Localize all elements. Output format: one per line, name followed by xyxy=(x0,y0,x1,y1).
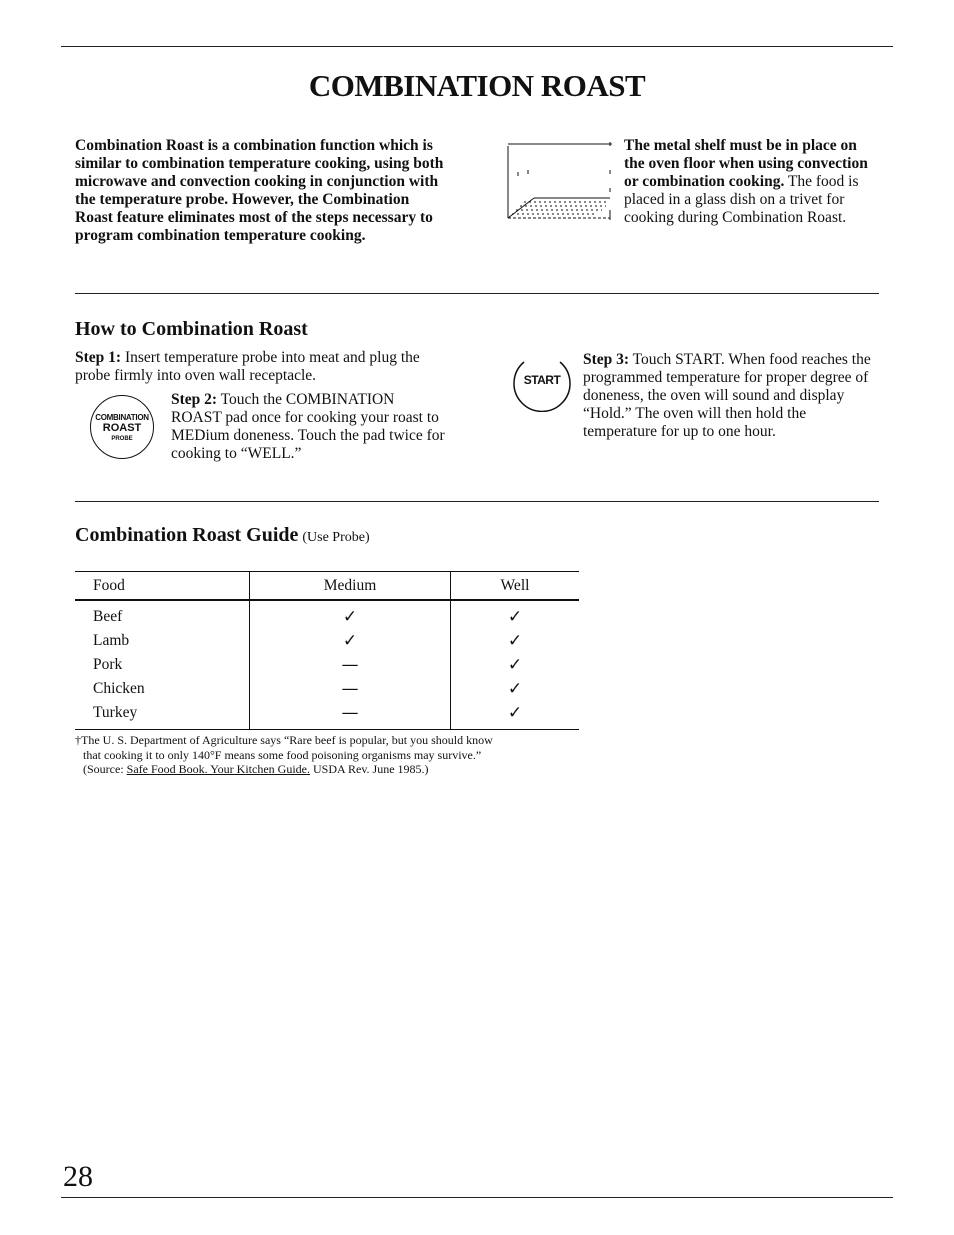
pad-label-combination: COMBINATION xyxy=(95,413,149,422)
guide-title: Combination Roast Guide xyxy=(75,524,299,546)
cell-food: Beef xyxy=(93,608,123,625)
footnote-source-prefix: (Source: xyxy=(83,762,127,776)
footnote-line-3 xyxy=(75,762,595,777)
start-pad-label: START xyxy=(523,373,561,387)
usda-footnote xyxy=(75,733,595,777)
oven-shelf-illustration xyxy=(506,140,616,224)
pad-label-probe: PROBE xyxy=(111,436,133,442)
shelf-note-text: The food is placed in a glass dish on a trivet for cooking during Combination Roast. xyxy=(624,173,859,226)
bottom-rule xyxy=(61,1197,893,1198)
cell-food: Pork xyxy=(93,656,123,673)
how-to-heading: How to Combination Roast xyxy=(75,318,308,340)
step-3-text: Touch START. When food reaches the programmed temperature for proper degree of doneness, the oven will sound and display “Hold.” The oven will then hold the temperature for up to one hour. xyxy=(583,351,871,440)
step-3-label: Step 3: xyxy=(583,351,630,368)
cell-well: ✓ xyxy=(451,677,580,701)
table-row xyxy=(75,600,579,629)
footnote-source-suffix: USDA Rev. June 1985.) xyxy=(309,762,429,776)
section-divider-2 xyxy=(75,501,879,502)
table-row xyxy=(75,629,579,653)
combination-roast-pad-icon xyxy=(90,395,154,459)
section-divider-1 xyxy=(75,293,879,294)
pad-label-roast: ROAST xyxy=(102,422,142,434)
cell-medium: ✓ xyxy=(250,600,451,629)
start-pad-icon xyxy=(512,352,572,412)
footnote-line-1: †The U. S. Department of Agriculture says “Rare beef is popular, but you should know xyxy=(75,733,493,747)
step-3 xyxy=(583,351,883,441)
cell-food: Turkey xyxy=(75,701,250,730)
table-row xyxy=(75,701,579,730)
column-header-food: Food xyxy=(75,572,250,601)
cell-food: Chicken xyxy=(93,680,145,697)
step-1-label: Step 1: xyxy=(75,349,122,366)
step-2 xyxy=(171,391,445,463)
page-title: COMBINATION ROAST xyxy=(308,68,646,103)
guide-heading xyxy=(75,524,370,547)
step-1 xyxy=(75,349,445,385)
intro-paragraph: Combination Roast is a combination function which is similar to combination temperature cooking, using both microwave and convection cooking in conjunction with the temperature probe. However, the Combination Roast feature eliminates most of the steps necessary to program combination temperature cooking. xyxy=(75,137,444,244)
column-header-well: Well xyxy=(451,572,580,601)
footnote-line-2: that cooking it to only 140°F means some food poisoning organisms may survive.” xyxy=(83,747,482,762)
cell-well: ✓ xyxy=(451,629,580,653)
cell-well: ✓ xyxy=(451,600,580,629)
shelf-note-bold: The metal shelf must be in place on the oven floor when using convection or combination cooking. xyxy=(624,137,868,190)
cell-medium: ✓ xyxy=(250,629,451,653)
combination-roast-guide-table xyxy=(75,571,579,730)
cell-well: ✓ xyxy=(451,701,580,730)
cell-food: Lamb xyxy=(93,632,130,649)
table-row xyxy=(75,677,579,701)
page-number: 28 xyxy=(63,1160,93,1193)
table-header-row xyxy=(75,572,579,601)
cell-medium: — xyxy=(250,701,451,730)
step-2-text: Touch the COMBINATION ROAST pad once for cooking your roast to MEDium doneness. Touch the pad twice for cooking to “WELL.” xyxy=(171,391,445,462)
cell-medium: — xyxy=(250,653,451,677)
column-header-medium: Medium xyxy=(250,572,451,601)
step-1-text: Insert temperature probe into meat and plug the probe firmly into oven wall receptacle. xyxy=(75,349,420,384)
cell-medium: — xyxy=(250,677,451,701)
shelf-note xyxy=(624,137,879,227)
top-rule xyxy=(61,46,893,47)
table-row xyxy=(75,653,579,677)
guide-subtitle: (Use Probe) xyxy=(302,530,370,545)
cell-well: ✓ xyxy=(451,653,580,677)
footnote-source-title: Safe Food Book. Your Kitchen Guide. xyxy=(126,762,310,776)
step-2-label: Step 2: xyxy=(171,391,218,408)
